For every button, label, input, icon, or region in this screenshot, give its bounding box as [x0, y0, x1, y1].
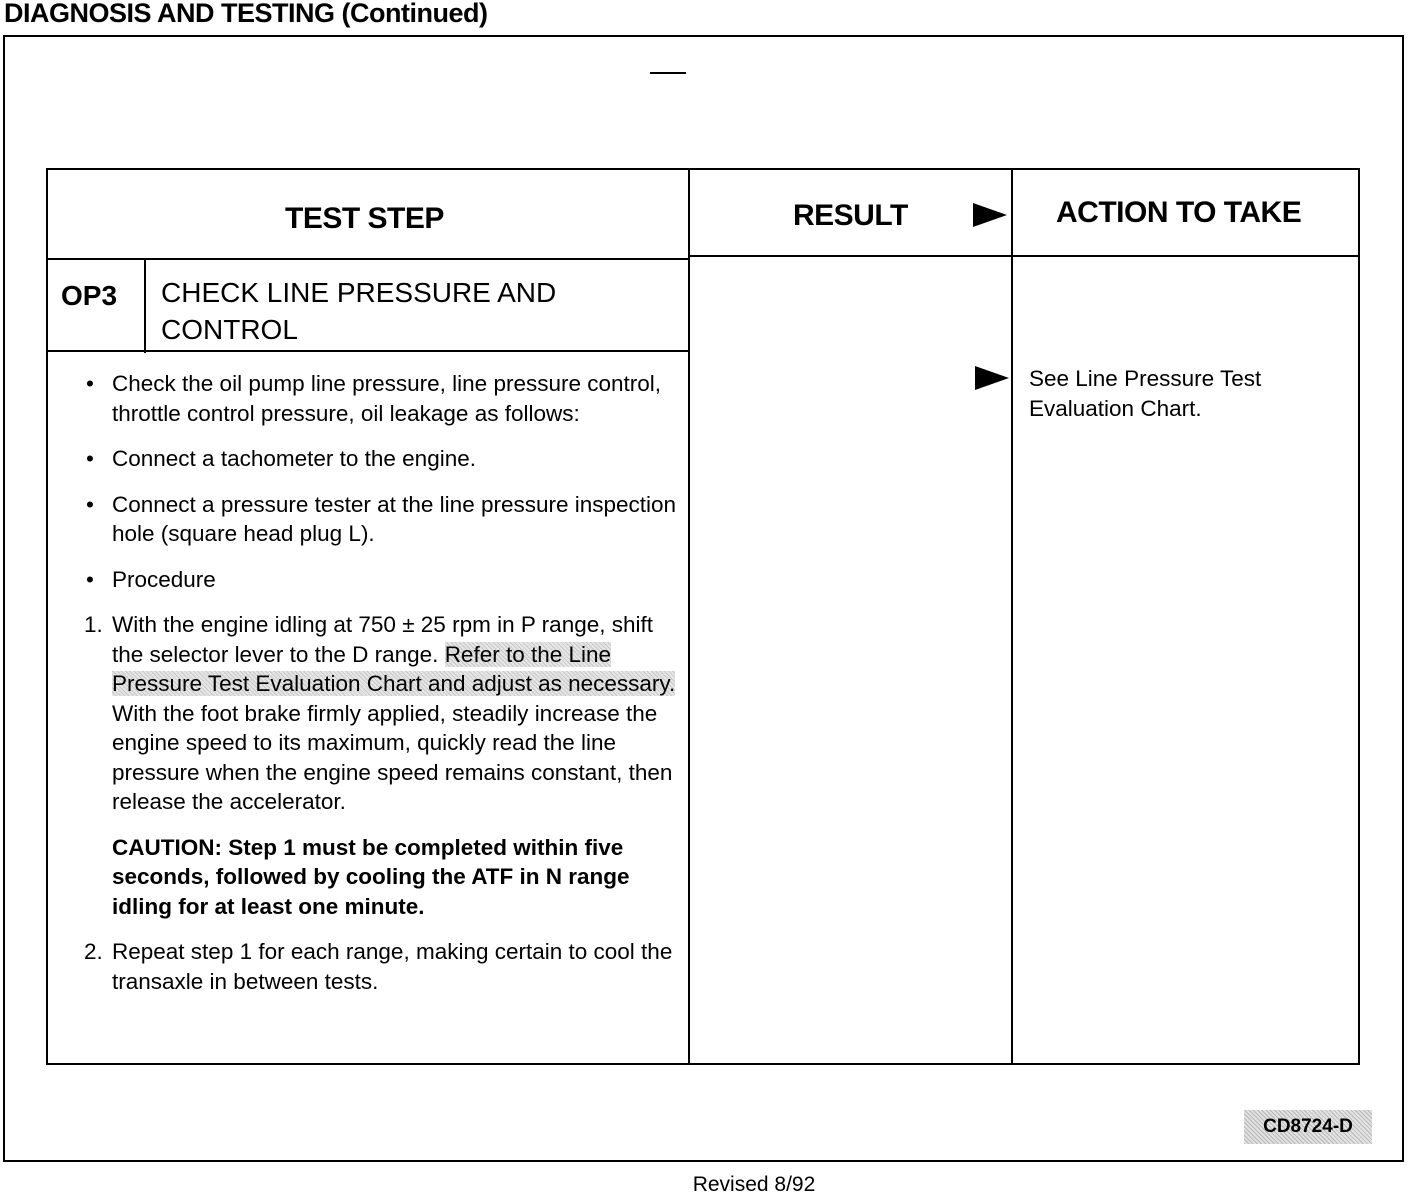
revision-footer: Revised 8/92 — [692, 1173, 816, 1196]
step-header-separator — [48, 350, 689, 352]
top-dash-mark — [650, 72, 686, 74]
column-divider-action — [1011, 170, 1013, 1063]
column-header-action: ACTION TO TAKE — [1056, 196, 1302, 229]
column-header-result: RESULT — [793, 199, 908, 232]
step-code: OP3 — [61, 280, 118, 311]
figure-code: CD8724-D — [1244, 1110, 1372, 1144]
header-arrow-icon — [973, 203, 1007, 227]
step-number: 1. — [84, 612, 103, 637]
action-to-take-text: See Line Pressure Test Evaluation Chart. — [1029, 366, 1262, 421]
page-title: DIAGNOSIS AND TESTING (Continued) — [4, 0, 488, 28]
step-title — [161, 274, 681, 348]
bullet-icon: • — [86, 446, 94, 471]
list-item: • Connect a pressure tester at the line pressure inspection hole (square head plug L). — [86, 491, 677, 546]
bullet-icon: • — [86, 566, 94, 592]
result-arrow-icon — [975, 366, 1009, 390]
step-title-line1: CHECK LINE PRESSURE AND — [161, 277, 557, 308]
procedure-step-1: 1. With the engine idling at 750 ± 25 rpm in P range, shift the selector lever to the D range. Refer to the Line Pressure Test Evaluation Chart and adjust as necessary. With the foot brake firmly applied, steadily increase the engine speed to its maximum, quickly read the line pressure when the engine speed remains constant, then release the accelerator. — [84, 612, 676, 814]
list-item: • Check the oil pump line pressure, line pressure control, throttle control pressure, oil leakage as follows: — [86, 371, 662, 426]
list-item: • Procedure — [84, 565, 684, 595]
column-divider-result — [688, 170, 690, 1063]
header-separator-result-action — [690, 255, 1359, 257]
step-number: 2. — [84, 939, 103, 964]
test-step-body — [84, 369, 684, 1012]
caution-note: CAUTION: Step 1 must be completed within five seconds, followed by cooling the ATF in N range idling for at least one minute. — [112, 834, 630, 919]
bullet-icon: • — [86, 491, 94, 517]
highlighted-reference: Refer to the Line Pressure Test Evaluation Chart and adjust as necessary. — [112, 641, 676, 696]
list-item: • Connect a tachometer to the engine. — [84, 444, 684, 474]
step-title-line2: CONTROL — [161, 314, 298, 345]
step-code-divider — [144, 259, 146, 353]
procedure-step-2: 2. Repeat step 1 for each range, making certain to cool the transaxle in between tests. — [84, 939, 673, 994]
column-header-test-step: TEST STEP — [285, 202, 444, 235]
bullet-icon: • — [86, 371, 94, 396]
